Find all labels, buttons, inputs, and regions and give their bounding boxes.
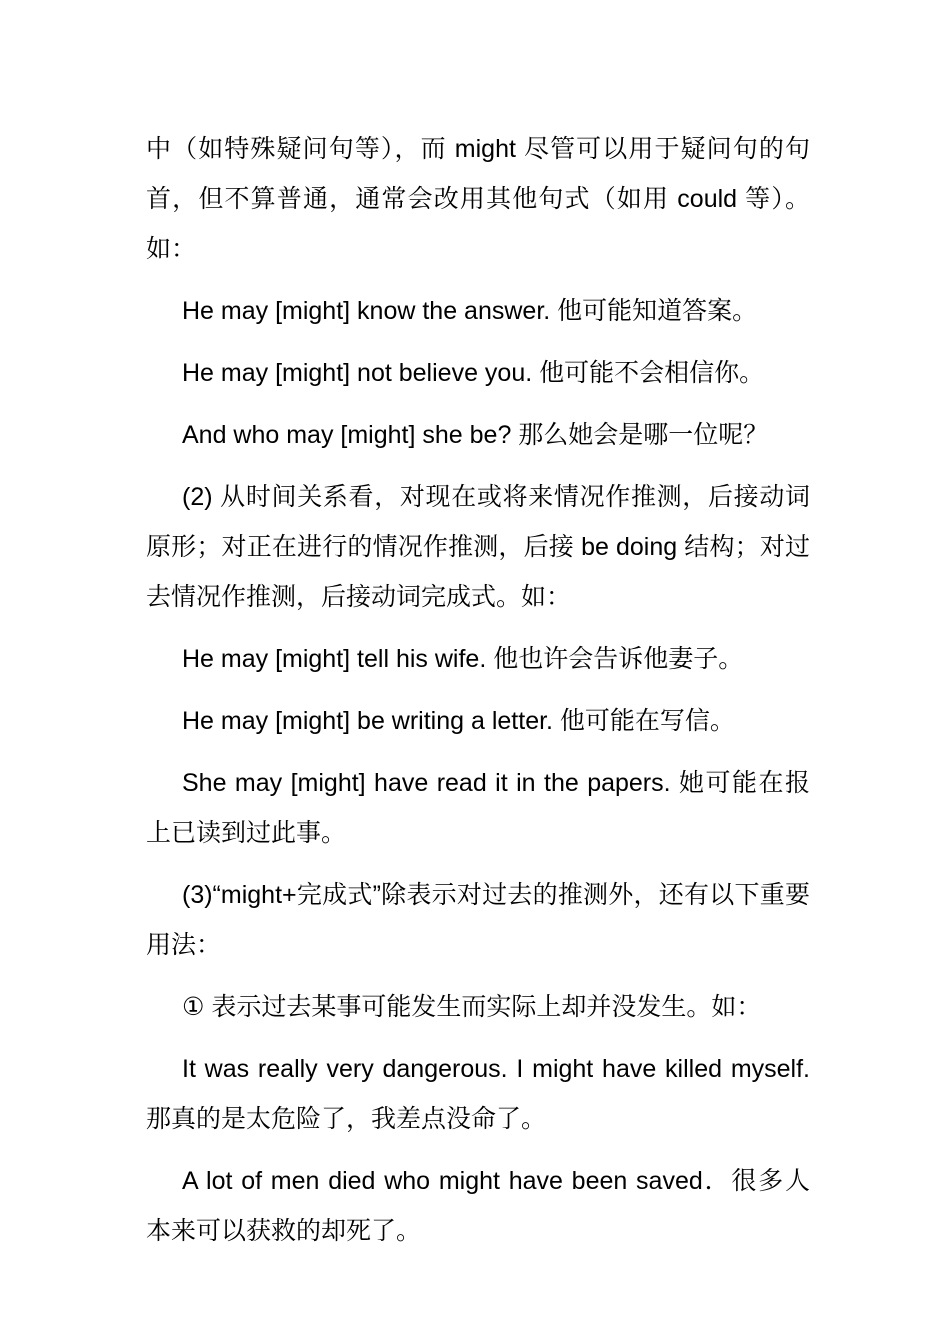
document-page (146, 124, 810, 1256)
example-tell-wife: He may [might] tell his wife. 他也许会告诉他妻子。 (182, 645, 744, 673)
example-read-papers: She may [might] have read it in the papers. 她可能在报上已读到过此事。 (146, 769, 810, 847)
example-killed-myself: It was really very dangerous. I might have killed myself. 那真的是太危险了，我差点没命了。 (146, 1055, 810, 1133)
example-been-saved: A lot of men died who might have been saved．很多人本来可以获救的却死了。 (146, 1167, 810, 1245)
paragraph-might-question-usage: 中（如特殊疑问句等），而 might 尽管可以用于疑问句的句首，但不算普通，通常会改用其他句式（如用 could 等）。如： (146, 135, 810, 263)
paragraph-usage-1: ① 表示过去某事可能发生而实际上却并没发生。如： (182, 993, 762, 1021)
example-who-may-she-be: And who may [might] she be? 那么她会是哪一位呢？ (182, 421, 769, 449)
paragraph-section-2-time-relation: (2) 从时间关系看，对现在或将来情况作推测，后接动词原形；对正在进行的情况作推测，后接 be doing 结构；对过去情况作推测，后接动词完成式。如： (146, 483, 810, 611)
example-writing-letter: He may [might] be writing a letter. 他可能在写信。 (182, 707, 735, 735)
example-not-believe: He may [might] not believe you. 他可能不会相信你。 (182, 359, 765, 387)
example-know-answer: He may [might] know the answer. 他可能知道答案。 (182, 297, 758, 325)
paragraph-section-3-might-perfect: (3)“might+完成式”除表示对过去的推测外，还有以下重要用法： (146, 881, 810, 959)
